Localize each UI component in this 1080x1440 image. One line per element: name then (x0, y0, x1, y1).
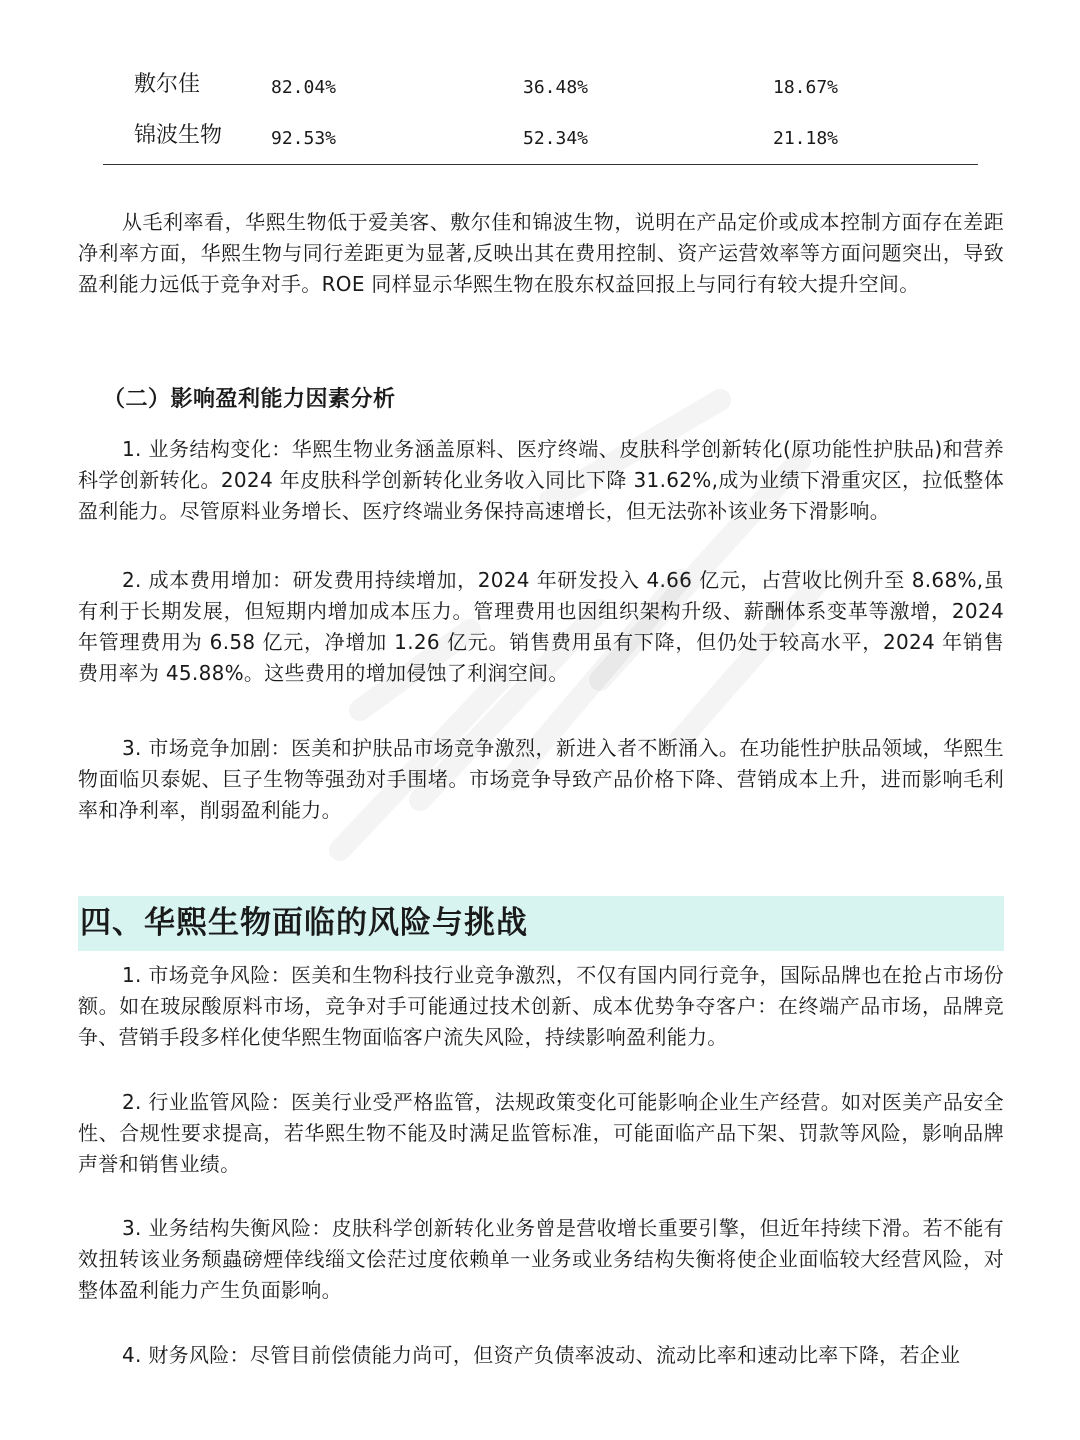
company-cell: 锦波生物 (134, 123, 223, 148)
subsection-heading: （二）影响盈利能力因素分析 (103, 387, 396, 412)
risk-paragraph: 2. 行业监管风险：医美行业受严格监管，法规政策变化可能影响企业生产经营。如对医美产品安全性、合规性要求提高，若华熙生物不能及时满足监管标准，可能面临产品下架、罚款等风险，影响品牌声誉和销售业绩。 (78, 1090, 1004, 1176)
table-row (103, 62, 978, 113)
risk-paragraph: 4. 财务风险：尽管目前偿债能力尚可，但资产负债率波动、流动比率和速动比率下降，若企业 (122, 1343, 961, 1367)
net-margin-cell: 36.48% (523, 77, 589, 98)
summary-paragraph: 从毛利率看，华熙生物低于爱美客、敷尔佳和锦波生物，说明在产品定价或成本控制方面存在差距净利率方面，华熙生物与同行差距更为显著,反映出其在费用控制、资产运营效率等方面问题突出，导致盈利能力远低于竞争对手。ROE 同样显示华熙生物在股东权益回报上与同行有较大提升空间。 (78, 210, 1004, 296)
roe-cell: 18.67% (773, 77, 839, 98)
gross-margin-cell: 82.04% (271, 77, 337, 98)
risk-paragraph: 1. 市场竞争风险：医美和生物科技行业竞争激烈，不仅有国内同行竞争，国际品牌也在抢占市场份额。如在玻尿酸原料市场，竞争对手可能通过技术创新、成本优势争夺客户：在终端产品市场，品牌竞争、营销手段多样化使华熙生物面临客户流失风险，持续影响盈利能力。 (78, 963, 1004, 1049)
net-margin-cell: 52.34% (523, 128, 589, 149)
factor-paragraph: 3. 市场竞争加剧：医美和护肤品市场竞争激烈，新进入者不断涌入。在功能性护肤品领域，华熙生物面临贝泰妮、巨子生物等强劲对手围堵。市场竞争导致产品价格下降、营销成本上升，进而影响毛利率和净利率，削弱盈利能力。 (78, 736, 1004, 822)
factor-paragraph: 2. 成本费用增加：研发费用持续增加，2024 年研发投入 4.66 亿元，占营收比例升至 8.68%,虽有利于长期发展，但短期内增加成本压力。管理费用也因组织架构升级、薪酬体系变革等激增，2024 年管理费用为 6.58 亿元，净增加 1.26 亿元。销售费用虽有下降，但仍处于较高水平，2024 年销售费用率为 45.88%。这些费用的增加侵蚀了利润空间。 (78, 568, 1004, 685)
factor-paragraph: 1. 业务结构变化：华熙生物业务涵盖原料、医疗终端、皮肤科学创新转化(原功能性护肤品)和营养科学创新转化。2024 年皮肤科学创新转化业务收入同比下降 31.62%,成为业绩下滑重灾区，拉低整体盈利能力。尽管原料业务增长、医疗终端业务保持高速增长，但无法弥补该业务下滑影响。 (78, 437, 1004, 523)
comparison-table (103, 62, 978, 165)
section-heading: 四、华熙生物面临的风险与挑战 (80, 905, 528, 941)
table-row (103, 113, 978, 164)
risk-paragraph: 3. 业务结构失衡风险：皮肤科学创新转化业务曾是营收增长重要引擎，但近年持续下滑。若不能有效扭转该业务颓蟲磅煙倖线缁文侩茫过度依赖单一业务或业务结构失衡将使企业面临较大经营风险，对整体盈利能力产生负面影响。 (78, 1216, 1004, 1302)
gross-margin-cell: 92.53% (271, 128, 337, 149)
roe-cell: 21.18% (773, 128, 839, 149)
company-cell: 敷尔佳 (134, 72, 201, 97)
